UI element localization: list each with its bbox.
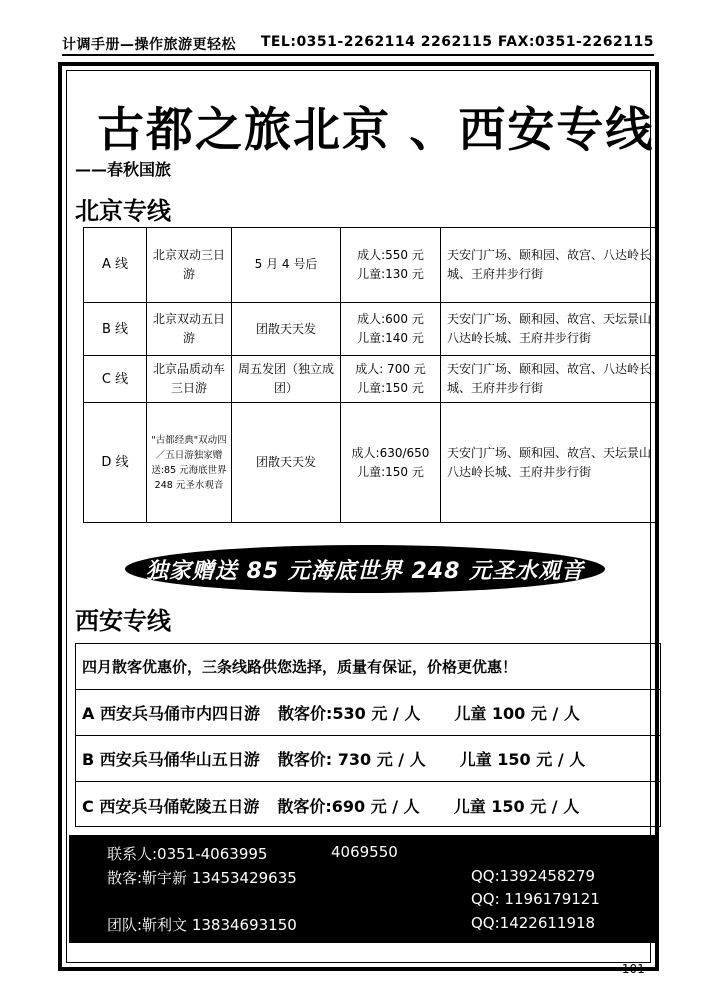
line-code: C 线 xyxy=(84,356,147,403)
child-price: 儿童:150 元 xyxy=(357,381,424,396)
route-name: A 西安兵马俑市内四日游 xyxy=(82,704,260,723)
contact-phone-2: 4069550 xyxy=(331,843,398,861)
qq-2: QQ: 1196179121 xyxy=(471,890,600,908)
departure: 团散天天发 xyxy=(232,302,341,355)
beijing-routes-table xyxy=(83,227,656,523)
line-code: A 线 xyxy=(84,228,147,303)
price-cell xyxy=(341,302,441,355)
route-name: C 西安兵马俑乾陵五日游 xyxy=(82,796,260,816)
price-cell xyxy=(341,403,441,523)
contact-phone: 联系人:0351-4063995 xyxy=(107,845,268,863)
tour-name: 北京双动三日游 xyxy=(147,228,232,303)
line-code: B 线 xyxy=(84,302,147,355)
page-frame xyxy=(58,62,659,971)
qq-1: QQ:1392458279 xyxy=(471,867,596,885)
page-number: ·101· xyxy=(618,962,649,976)
child-price: 儿童:150 元 xyxy=(357,464,424,479)
qq-3: QQ:1422611918 xyxy=(471,914,596,932)
adult-price: 成人:630/650 xyxy=(351,445,430,460)
route-child-price: 儿童 150 元 / 人 xyxy=(459,750,586,769)
agency-name: ——春秋国旅 xyxy=(75,160,172,179)
child-price: 儿童:140 元 xyxy=(357,331,424,346)
group-contact: 团队:靳利文 13834693150 xyxy=(107,916,297,934)
route-child-price: 儿童 100 元 / 人 xyxy=(454,704,580,723)
beijing-section-title: 北京专线 xyxy=(75,197,171,225)
price-cell xyxy=(341,228,441,303)
table-row xyxy=(84,302,656,355)
departure: 5 月 4 号后 xyxy=(232,228,341,303)
route-child-price: 儿童 150 元 / 人 xyxy=(453,796,580,816)
xian-intro: 四月散客优惠价，三条线路供您选择，质量有保证，价格更优惠！ xyxy=(76,644,660,690)
table-row xyxy=(84,403,656,523)
promo-banner xyxy=(125,545,605,593)
departure: 团散天天发 xyxy=(232,403,341,523)
page-title: 古都之旅北京 、西安专线 xyxy=(97,103,655,158)
xian-routes-box xyxy=(75,643,661,827)
tour-name: 北京品质动车三日游 xyxy=(147,356,232,403)
xian-section-title: 西安专线 xyxy=(75,607,171,635)
contact-box xyxy=(69,835,655,943)
route-price: 散客价:690 元 / 人 xyxy=(277,796,420,816)
table-row xyxy=(84,228,656,303)
list-item xyxy=(76,782,660,828)
tour-name: "古都经典"双动四／五日游独家赠送:85 元海底世界 248 元圣水观音 xyxy=(147,403,232,523)
departure: 周五发团（独立成团） xyxy=(232,356,341,403)
line-code: D 线 xyxy=(84,403,147,523)
sights: 天安门广场、颐和园、故宫、天坛景山八达岭长城、王府井步行街 xyxy=(441,302,656,355)
header-contact: TEL:0351-2262114 2262115 FAX:0351-2262115 xyxy=(260,34,654,50)
page-inner-frame xyxy=(66,70,655,963)
tour-name: 北京双动五日游 xyxy=(147,302,232,355)
list-item xyxy=(76,736,660,782)
adult-price: 成人:600 元 xyxy=(357,312,424,327)
table-row xyxy=(84,356,656,403)
sights: 天安门广场、颐和园、故宫、八达岭长城、王府井步行街 xyxy=(441,356,656,403)
route-price: 散客价: 730 元 / 人 xyxy=(277,750,426,769)
child-price: 儿童:130 元 xyxy=(357,266,424,281)
route-price: 散客价:530 元 / 人 xyxy=(277,704,421,723)
list-item xyxy=(76,690,660,736)
page-header xyxy=(62,32,654,56)
adult-price: 成人: 700 元 xyxy=(355,362,426,377)
route-name: B 西安兵马俑华山五日游 xyxy=(82,750,260,769)
promo-banner-text: 独家赠送 85 元海底世界 248 元圣水观音 xyxy=(145,558,585,584)
retail-contact: 散客:靳宇新 13453429635 xyxy=(107,869,297,887)
sights: 天安门广场、颐和园、故宫、八达岭长城、王府井步行街 xyxy=(441,228,656,303)
adult-price: 成人:550 元 xyxy=(357,247,424,262)
price-cell xyxy=(341,356,441,403)
sights: 天安门广场、颐和园、故宫、天坛景山八达岭长城、王府井步行街 xyxy=(441,403,656,523)
header-tagline: 计调手册—操作旅游更轻松 xyxy=(62,37,236,53)
